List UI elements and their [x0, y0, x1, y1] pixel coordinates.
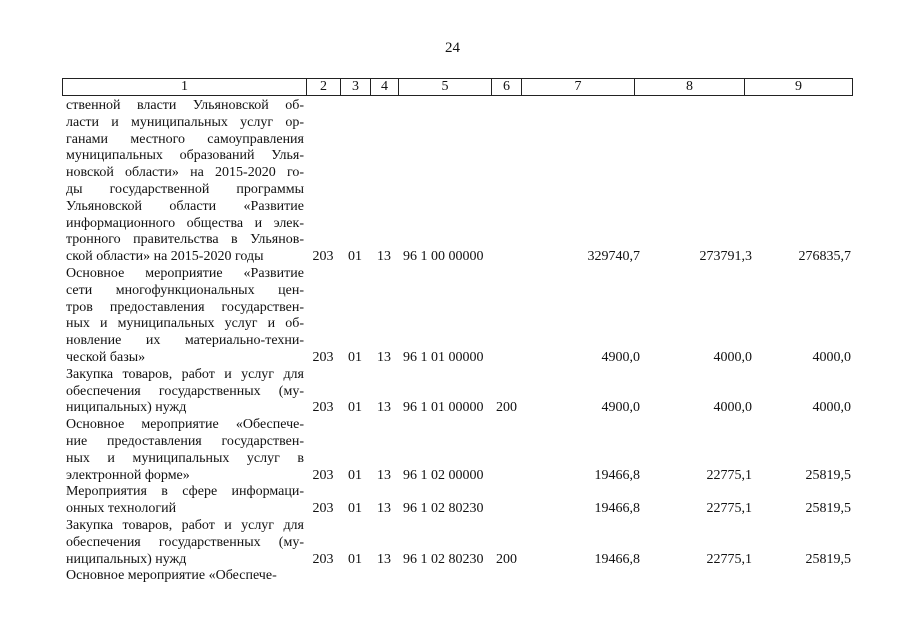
- description-line: новление их материально-техни-: [66, 333, 304, 349]
- table-row: [0, 266, 905, 367]
- cell-col-5: 96 1 01 00000: [403, 350, 484, 365]
- description-line: ческой базы»: [66, 349, 146, 365]
- cell-col-2: 203: [312, 350, 334, 365]
- cell-col-9: 25819,5: [805, 551, 851, 567]
- description-line: ниципальных) нужд: [66, 551, 187, 567]
- table-row: [0, 568, 905, 585]
- header-col-3: 3: [341, 79, 371, 96]
- description-line: муниципальных образований Улья-: [66, 148, 304, 164]
- description-line: тронного правительства в Ульянов-: [66, 232, 304, 248]
- cell-col-3: 01: [348, 551, 362, 567]
- description-line: ганами местного самоуправления: [66, 131, 304, 147]
- column-number-header: [62, 78, 853, 96]
- row-description: [66, 417, 304, 484]
- description-line: тров предоставления государствен-: [66, 299, 304, 315]
- description-line: новской области» на 2015-2020 го-: [66, 165, 304, 181]
- header-col-7: 7: [522, 79, 635, 96]
- description-line: сети многофункциональных цен-: [66, 282, 304, 298]
- cell-col-2: 203: [312, 249, 334, 265]
- cell-col-7: 329740,7: [587, 249, 640, 265]
- cell-col-7: 19466,8: [594, 551, 640, 567]
- table-row: [0, 367, 905, 417]
- cell-col-8: 273791,3: [699, 249, 752, 265]
- description-line: ных и муниципальных услуг и об-: [66, 316, 304, 332]
- row-description: [66, 266, 304, 367]
- description-line: электронной форме»: [66, 467, 190, 483]
- description-line: информационного общества и элек-: [66, 215, 304, 231]
- header-col-8: 8: [635, 79, 745, 96]
- row-description: [66, 367, 304, 417]
- header-col-4: 4: [371, 79, 399, 96]
- table-row: [0, 518, 905, 568]
- cell-col-3: 01: [348, 350, 362, 365]
- description-line: Ульяновской области «Развитие: [66, 198, 304, 214]
- cell-col-8: 4000,0: [713, 400, 752, 416]
- cell-col-8: 22775,1: [706, 551, 752, 567]
- description-line: ственной власти Ульяновской об-: [66, 98, 304, 113]
- cell-col-4: 13: [377, 551, 391, 567]
- cell-col-4: 13: [377, 350, 391, 365]
- cell-col-7: 4900,0: [601, 400, 640, 416]
- cell-col-9: 25819,5: [805, 501, 851, 517]
- description-line: ных и муниципальных услуг в: [66, 450, 304, 466]
- description-line: Закупка товаров, работ и услуг для: [66, 517, 304, 533]
- row-description: [66, 98, 304, 266]
- description-line: ской области» на 2015-2020 годы: [66, 249, 264, 265]
- cell-col-8: 22775,1: [706, 467, 752, 483]
- cell-col-2: 203: [312, 467, 334, 483]
- description-line: Основное мероприятие «Обеспече-: [66, 417, 304, 433]
- table-row: [0, 98, 905, 266]
- page-number: 24: [445, 40, 460, 56]
- description-line: ласти и муниципальных услуг ор-: [66, 114, 304, 130]
- row-description: [66, 568, 304, 585]
- cell-col-5: 96 1 00 00000: [403, 249, 484, 265]
- cell-col-2: 203: [312, 400, 334, 416]
- description-line: Основное мероприятие «Обеспече-: [66, 568, 277, 584]
- cell-col-5: 96 1 02 00000: [403, 467, 484, 483]
- description-line: Закупка товаров, работ и услуг для: [66, 366, 304, 382]
- description-line: Мероприятия в сфере информаци-: [66, 484, 304, 500]
- description-line: ды государственной программы: [66, 181, 304, 197]
- cell-col-4: 13: [377, 501, 391, 517]
- cell-col-2: 203: [312, 551, 334, 567]
- cell-col-9: 25819,5: [805, 467, 851, 483]
- cell-col-3: 01: [348, 249, 362, 265]
- cell-col-9: 276835,7: [798, 249, 851, 265]
- description-line: Основное мероприятие «Развитие: [66, 266, 304, 281]
- cell-col-5: 96 1 01 00000: [403, 400, 484, 416]
- description-line: ниципальных) нужд: [66, 400, 187, 416]
- cell-col-7: 4900,0: [601, 350, 640, 365]
- cell-col-8: 4000,0: [713, 350, 752, 365]
- header-col-5: 5: [399, 79, 492, 96]
- table-row: [0, 417, 905, 484]
- cell-col-2: 203: [312, 501, 334, 517]
- cell-col-3: 01: [348, 400, 362, 416]
- cell-col-7: 19466,8: [594, 467, 640, 483]
- row-description: [66, 484, 304, 518]
- cell-col-5: 96 1 02 80230: [403, 551, 484, 567]
- cell-col-6: 200: [496, 400, 517, 416]
- header-col-9: 9: [745, 79, 853, 96]
- cell-col-9: 4000,0: [812, 350, 851, 365]
- description-line: обеспечения государственных (му-: [66, 534, 304, 550]
- cell-col-4: 13: [377, 400, 391, 416]
- description-line: онных технологий: [66, 501, 177, 517]
- budget-table-body: [0, 98, 905, 585]
- cell-col-3: 01: [348, 467, 362, 483]
- cell-col-8: 22775,1: [706, 501, 752, 517]
- cell-col-7: 19466,8: [594, 501, 640, 517]
- cell-col-4: 13: [377, 467, 391, 483]
- header-col-2: 2: [307, 79, 341, 96]
- row-description: [66, 518, 304, 568]
- cell-col-3: 01: [348, 501, 362, 517]
- cell-col-4: 13: [377, 249, 391, 265]
- header-col-1: 1: [63, 79, 307, 96]
- cell-col-9: 4000,0: [812, 400, 851, 416]
- header-col-6: 6: [492, 79, 522, 96]
- description-line: обеспечения государственных (му-: [66, 383, 304, 399]
- table-row: [0, 484, 905, 518]
- cell-col-6: 200: [496, 551, 517, 567]
- description-line: ние предоставления государствен-: [66, 433, 304, 449]
- cell-col-5: 96 1 02 80230: [403, 501, 484, 517]
